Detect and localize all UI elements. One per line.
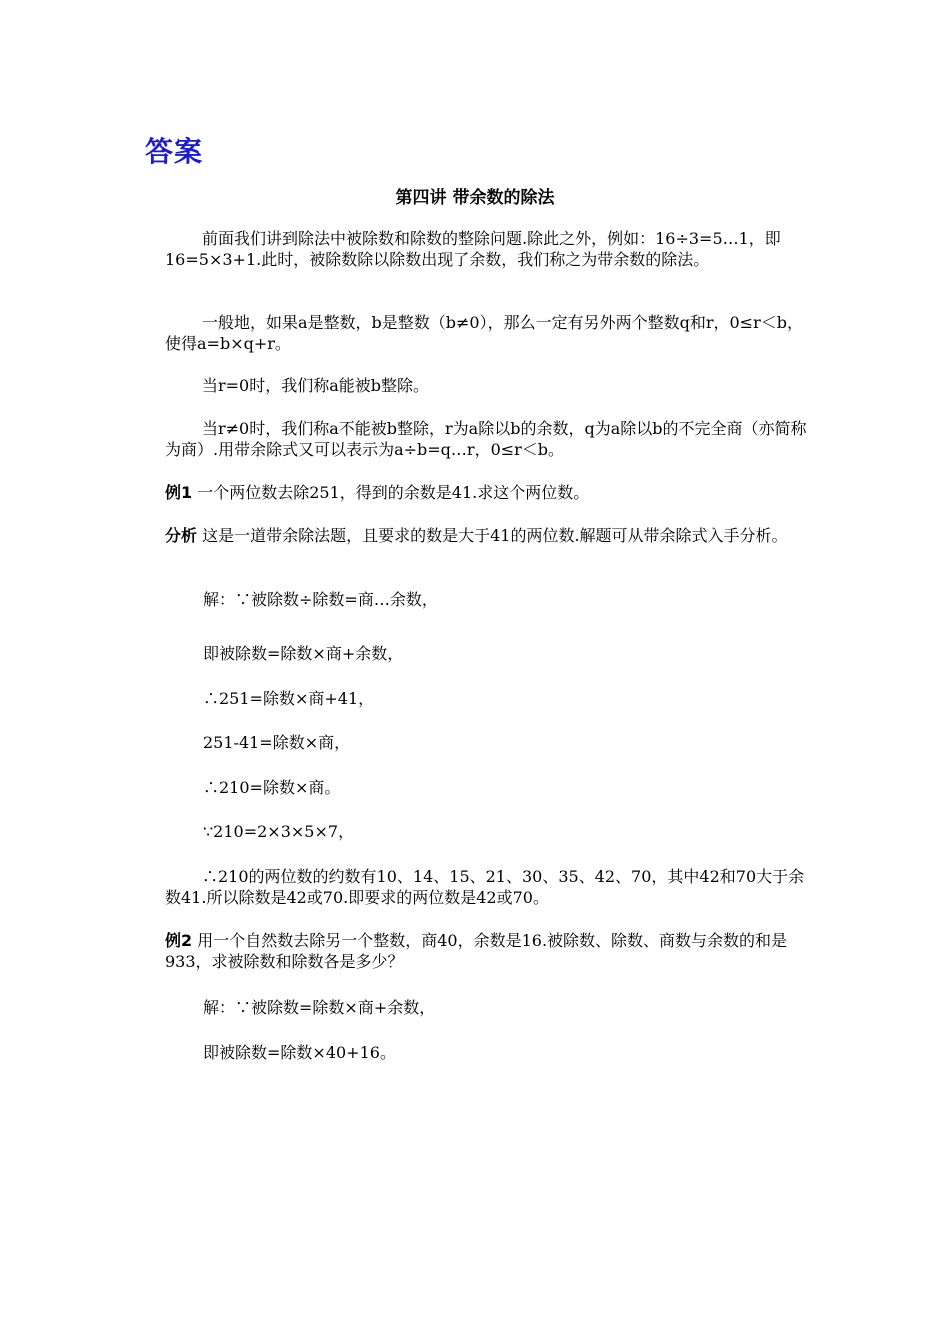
example1-question — [165, 482, 815, 503]
solution-step-2: 即被除数=除数×商+余数， — [203, 644, 404, 663]
example1-conclusion: ∴210的两位数的约数有10、14、15、21、30、35、42、70，其中42和70大于余数41.所以除数是42或70.即要求的两位数是42或70。 — [165, 867, 805, 907]
example1-analysis — [165, 525, 815, 546]
solution-step-3: ∴251=除数×商+41， — [203, 689, 375, 708]
intro-paragraph-2: 一般地，如果a是整数，b是整数（b≠0），那么一定有另外两个整数q和r，0≤r＜b，使得a=b×q+r。 — [165, 313, 803, 353]
intro-paragraph-4: 当r≠0时，我们称a不能被b整除，r为a除以b的余数，q为a除以b的不完全商（亦简称为商）.用带余除式又可以表示为a÷b=q…r，0≤r＜b。 — [165, 419, 807, 459]
intro-paragraph-1: 前面我们讲到除法中被除数和除数的整除问题.除此之外，例如：16÷3=5…1，即16=5×3+1.此时，被除数除以除数出现了余数，我们称之为带余数的除法。 — [165, 229, 781, 269]
example2-question — [165, 930, 815, 972]
analysis-label: 分析 — [165, 526, 198, 545]
solution-step-4: 251-41=除数×商， — [203, 733, 351, 752]
example2-label: 例2 — [165, 931, 193, 950]
answer-heading: 答案 — [145, 135, 204, 168]
solution-step-5: ∴210=除数×商。 — [203, 778, 341, 797]
example1-question-text: 一个两位数去除251，得到的余数是41.求这个两位数。 — [192, 483, 590, 502]
example2-question-text: 用一个自然数去除另一个整数，商40，余数是16.被除数、除数、商数与余数的和是933，求被除数和除数各是多少？ — [165, 931, 788, 971]
lesson-title: 第四讲 带余数的除法 — [395, 188, 555, 208]
example1-label: 例1 — [165, 483, 193, 502]
solution-step-6: ∵210=2×3×5×7， — [203, 822, 355, 841]
intro-paragraph-3: 当r=0时，我们称a能被b整除。 — [202, 376, 430, 395]
example2-step-2: 即被除数=除数×40+16。 — [203, 1043, 396, 1062]
analysis-text: 这是一道带余除法题，且要求的数是大于41的两位数.解题可从带余除式入手分析。 — [197, 526, 788, 545]
example2-step-1: 解：∵被除数=除数×商+余数， — [203, 998, 436, 1017]
solution-step-1: 解：∵被除数÷除数=商…余数， — [203, 590, 438, 609]
